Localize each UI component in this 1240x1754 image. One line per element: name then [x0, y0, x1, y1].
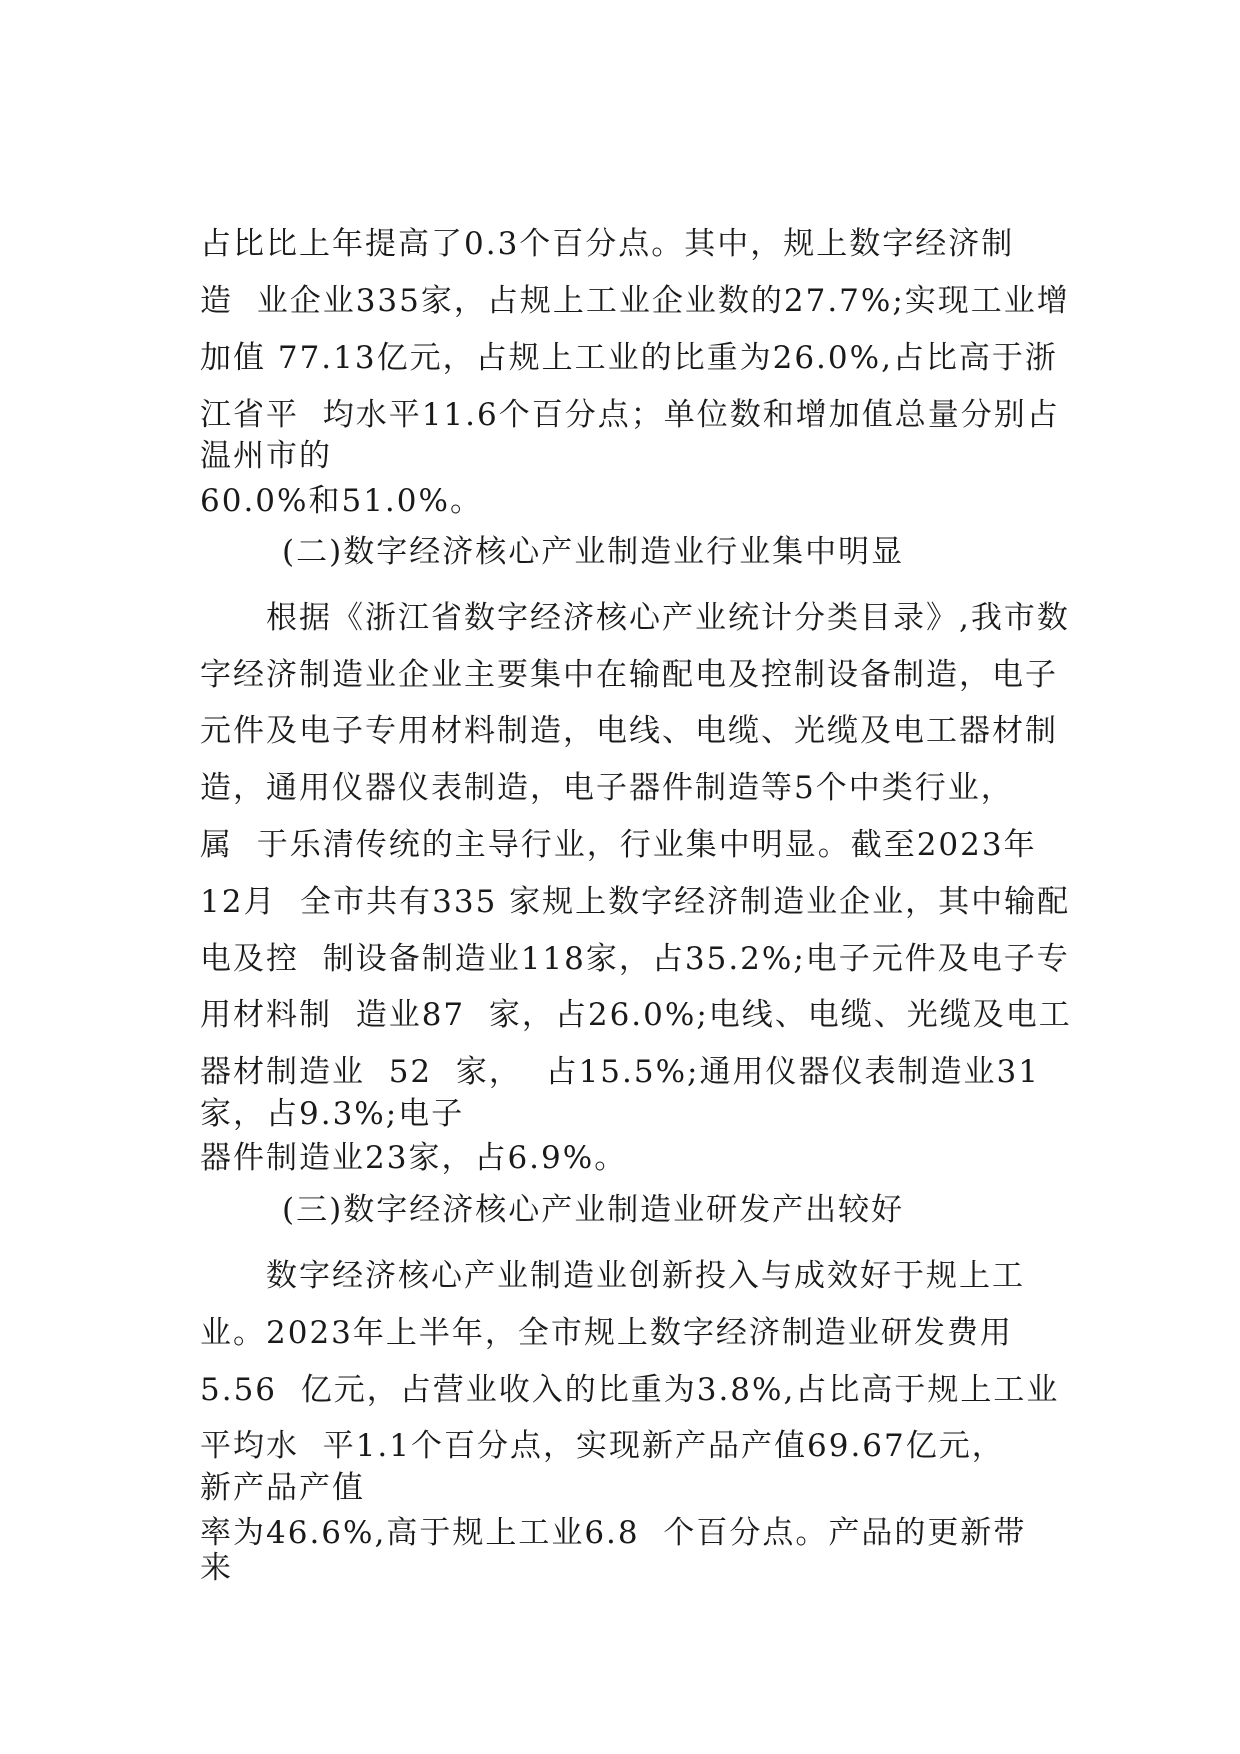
paragraph-line: 器件制造业23家，占6.9%。 [200, 1140, 628, 1176]
section-heading: (三)数字经济核心产业制造业研发产出较好 [282, 1192, 905, 1228]
paragraph-line: 率为46.6%,高于规上工业6.8 个百分点。产品的更新带 [200, 1515, 1027, 1551]
paragraph-line: 江省平 均水平11.6个百分点；单位数和增加值总量分别占 [200, 397, 1060, 433]
paragraph-line: 器材制造业 52 家， 占15.5%;通用仪器仪表制造业31 [200, 1054, 1040, 1090]
paragraph-line: 家，占9.3%;电子 [200, 1096, 465, 1132]
paragraph-line: 业。2023年上半年，全市规上数字经济制造业研发费用 [200, 1315, 1013, 1351]
paragraph-line: 平均水 平1.1个百分点，实现新产品产值69.67亿元， [200, 1428, 1005, 1464]
paragraph-line: 用材料制 造业87 家，占26.0%;电线、电缆、光缆及电工 [200, 997, 1072, 1033]
paragraph-line: 字经济制造业企业主要集中在输配电及控制设备制造，电子 [200, 657, 1058, 693]
section-heading: (二)数字经济核心产业制造业行业集中明显 [282, 534, 905, 570]
paragraph-line: 来 [200, 1550, 233, 1586]
paragraph-line: 加值 77.13亿元，占规上工业的比重为26.0%,占比高于浙 [200, 340, 1058, 376]
paragraph-line: 电及控 制设备制造业118家，占35.2%;电子元件及电子专 [200, 941, 1070, 977]
paragraph-line: 12月 全市共有335 家规上数字经济制造业企业，其中输配 [200, 884, 1071, 920]
paragraph-line: 造，通用仪器仪表制造，电子器件制造等5个中类行业， [200, 770, 1014, 806]
paragraph-line: 属 于乐清传统的主导行业，行业集中明显。截至2023年 [200, 827, 1037, 863]
paragraph-line: 60.0%和51.0%。 [200, 483, 483, 519]
paragraph-line: 根据《浙江省数字经济核心产业统计分类目录》,我市数 [266, 600, 1070, 636]
paragraph-line: 造 业企业335家，占规上工业企业数的27.7%;实现工业增 [200, 283, 1070, 319]
paragraph-line: 新产品产值 [200, 1470, 365, 1506]
paragraph-line: 温州市的 [200, 438, 332, 474]
paragraph-line: 元件及电子专用材料制造，电线、电缆、光缆及电工器材制 [200, 713, 1058, 749]
paragraph-line: 5.56 亿元，占营业收入的比重为3.8%,占比高于规上工业 [200, 1372, 1060, 1408]
paragraph-line: 占比比上年提高了0.3个百分点。其中，规上数字经济制 [200, 226, 1015, 262]
paragraph-line: 数字经济核心产业制造业创新投入与成效好于规上工 [266, 1258, 1025, 1294]
